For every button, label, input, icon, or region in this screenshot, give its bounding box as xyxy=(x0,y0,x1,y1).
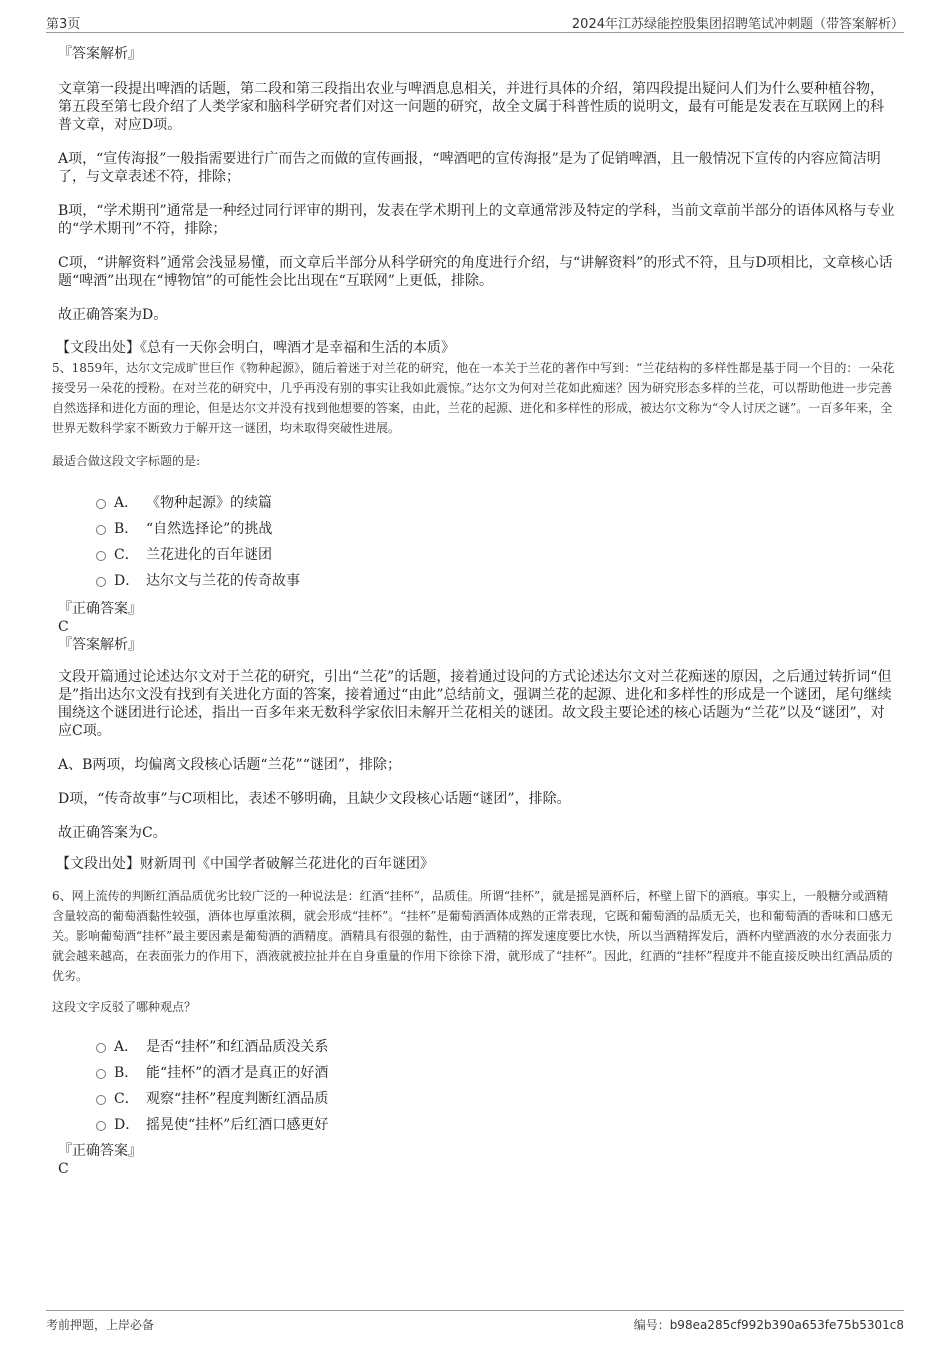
option-text: “自然选择论”的挑战 xyxy=(146,521,273,537)
option-d[interactable] xyxy=(96,1112,896,1138)
analysis-label: 『答案解析』 xyxy=(58,637,142,653)
question-number: 5、 xyxy=(52,361,72,375)
analysis-paragraph: 文章第一段提出啤酒的话题，第二段和第三段指出农业与啤酒息息相关，并进行具体的介绍，第四段提出疑问人们为什么要种植谷物，第五段至第七段介绍了人类学家和脑科学研究者们对这一问题的研究，故全文属于科普性质的说明文，最有可能是发表在互联网上的科普文章，对应D项。 xyxy=(58,81,884,133)
option-text: 观察“挂杯”程度判断红酒品质 xyxy=(146,1091,329,1107)
option-letter: B． xyxy=(114,1065,139,1081)
question-prompt: 这段文字反驳了哪种观点？ xyxy=(52,1000,197,1014)
radio-button[interactable] xyxy=(96,1043,106,1053)
answer-label: 『正确答案』 xyxy=(58,1143,142,1159)
question-5 xyxy=(52,358,896,438)
analysis-paragraph: 故正确答案为D。 xyxy=(58,307,168,323)
option-letter: D． xyxy=(114,1117,140,1133)
option-b[interactable] xyxy=(96,516,896,542)
analysis-text xyxy=(58,80,896,324)
passage-source: 【文段出处】《总有一天你会明白，啤酒才是幸福和生活的本质》 xyxy=(56,340,455,356)
option-letter: C． xyxy=(114,1091,139,1107)
option-letter: C． xyxy=(114,547,139,563)
radio-button[interactable] xyxy=(96,1095,106,1105)
option-letter: A． xyxy=(114,1039,139,1055)
radio-button[interactable] xyxy=(96,499,106,509)
option-text: 达尔文与兰花的传奇故事 xyxy=(146,573,300,589)
option-letter: B． xyxy=(114,521,139,537)
footer-slogan: 考前押题，上岸必备 xyxy=(46,1318,155,1332)
analysis-paragraph: A项，“宣传海报”一般指需要进行广而告之而做的宣传画报，“啤酒吧的宣传海报”是为了促销啤酒，且一般情况下宣传的内容应简洁明了，与文章表述不符，排除； xyxy=(58,151,881,185)
document-title: 2024年江苏绿能控股集团招聘笔试冲刺题（带答案解析） xyxy=(571,17,904,32)
answer-value: C xyxy=(58,619,69,635)
analysis-text xyxy=(58,668,896,842)
page-header xyxy=(46,10,904,33)
analysis-paragraph: D项，“传奇故事”与C项相比，表述不够明确，且缺少文段核心话题“谜团”，排除。 xyxy=(58,791,571,807)
question-text: 1859年，达尔文完成旷世巨作《物种起源》，随后着迷于对兰花的研究，他在一本关于兰花的著作中写到：“兰花结构的多样性都是基于同一个目的：一朵花接受另一朵花的授粉。在对兰花的研究中，几乎再没有别的事实让我如此震惊。”达尔文为何对兰花如此痴迷？因为研究形态多样的兰花，可以帮助他进一步完善自然选择和进化方面的理论，但是达尔文并没有找到他想要的答案，由此，兰花的起源、进化和多样性的形成，被达尔文称为“令人讨厌之谜”。一百多年来，全世界无数科学家不断致力于解开这一谜团，均未取得突破性进展。 xyxy=(52,361,895,435)
question-6 xyxy=(52,886,896,986)
page-footer xyxy=(46,1310,904,1337)
option-letter: D． xyxy=(114,573,140,589)
option-a[interactable] xyxy=(96,490,896,516)
radio-button[interactable] xyxy=(96,1069,106,1079)
radio-button[interactable] xyxy=(96,577,106,587)
question-text: 网上流传的判断红酒品质优劣比较广泛的一种说法是：红酒“挂杯”，品质佳。所谓“挂杯”，就是摇晃酒杯后，杯壁上留下的酒痕。事实上，一般糖分或酒精含量较高的葡萄酒黏性较强，酒体也厚重浓稠，就会形成“挂杯”。“挂杯”是葡萄酒酒体成熟的正常表现，它既和葡萄酒的品质无关，也和葡萄酒的香味和口感无关。影响葡萄酒“挂杯”最主要因素是葡萄酒的酒精度。酒精具有很强的黏性，由于酒精的挥发速度要比水快，所以当酒精挥发后，酒杯内壁酒液的水分表面张力就会越来越高，在表面张力的作用下，酒液就被拉扯并在自身重量的作用下徐徐下滑，就形成了“挂杯”。因此，红酒的“挂杯”程度并不能直接反映出红酒品质的优劣。 xyxy=(52,889,893,983)
option-b[interactable] xyxy=(96,1060,896,1086)
answer-value: C xyxy=(58,1161,69,1177)
option-text: 摇晃使“挂杯”后红酒口感更好 xyxy=(146,1117,329,1133)
analysis-paragraph: 文段开篇通过论述达尔文对于兰花的研究，引出“兰花”的话题，接着通过设问的方式论述达尔文对兰花痴迷的原因，之后通过转折词“但是”指出达尔文没有找到有关进化方面的答案，接着通过“由此”总结前文，强调兰花的起源、进化和多样性的形成是一个谜团，尾句继续围绕这个谜团进行论述，指出一百多年来无数科学家依旧未解开兰花相关的谜团。故文段主要论述的核心话题为“兰花”以及“谜团”，对应C项。 xyxy=(58,669,892,739)
answer-label: 『正确答案』 xyxy=(58,601,142,617)
option-d[interactable] xyxy=(96,568,896,594)
option-text: 是否“挂杯”和红酒品质没关系 xyxy=(146,1039,329,1055)
document-id: 编号：b98ea285cf992b390a653fe75b5301c8 xyxy=(633,1318,904,1332)
passage-source: 【文段出处】财新周刊《中国学者破解兰花进化的百年谜团》 xyxy=(56,856,434,872)
analysis-paragraph: A、B两项，均偏离文段核心话题“兰花”“谜团”，排除； xyxy=(58,757,402,773)
radio-button[interactable] xyxy=(96,1121,106,1131)
option-text: 能“挂杯”的酒才是真正的好酒 xyxy=(146,1065,329,1081)
analysis-paragraph: 故正确答案为C。 xyxy=(58,825,167,841)
analysis-paragraph: C项，“讲解资料”通常会浅显易懂，而文章后半部分从科学研究的角度进行介绍，与“讲解资料”的形式不符，且与D项相比，文章核心话题“啤酒”出现在“博物馆”的可能性会比出现在“互联网”上更低，排除。 xyxy=(58,255,893,289)
option-c[interactable] xyxy=(96,1086,896,1112)
document-body xyxy=(52,44,896,1178)
option-text: 《物种起源》的续篇 xyxy=(146,495,272,511)
question-prompt: 最适合做这段文字标题的是: xyxy=(52,454,201,468)
option-c[interactable] xyxy=(96,542,896,568)
radio-button[interactable] xyxy=(96,525,106,535)
analysis-label: 『答案解析』 xyxy=(58,46,142,62)
radio-button[interactable] xyxy=(96,551,106,561)
analysis-paragraph: B项，“学术期刊”通常是一种经过同行评审的期刊，发表在学术期刊上的文章通常涉及特定的学科，当前文章前半部分的语体风格与专业的“学术期刊”不符，排除； xyxy=(58,203,895,237)
page-number: 第3页 xyxy=(46,17,81,32)
option-letter: A． xyxy=(114,495,139,511)
option-a[interactable] xyxy=(96,1034,896,1060)
option-text: 兰花进化的百年谜团 xyxy=(146,547,272,563)
question-number: 6、 xyxy=(52,889,72,903)
